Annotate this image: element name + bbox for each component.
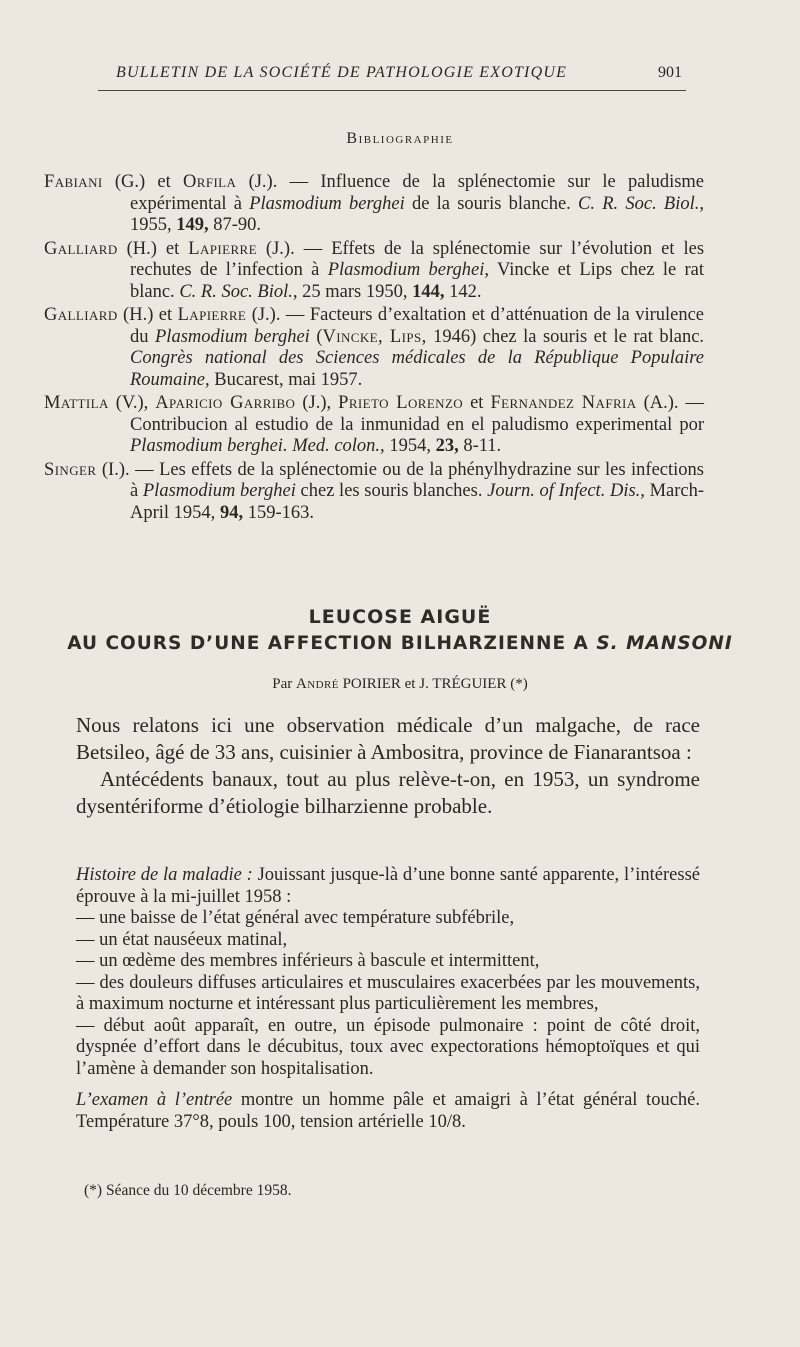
entry-title-end: chez les souris blanches. <box>300 481 483 501</box>
journal-name: C. R. Soc. Biol., <box>578 193 704 214</box>
author-surname: Lapierre <box>177 305 247 325</box>
exam-label: L’examen à l’entrée <box>76 1090 233 1110</box>
author-initials: (H.) <box>126 238 157 259</box>
journal-name: Med. colon., <box>292 436 385 456</box>
species-name: Plasmodium berghei, <box>327 260 490 280</box>
running-head <box>98 58 686 91</box>
entry-title: Facteurs d’exaltation et d’atténuation de la virulence du <box>130 305 705 347</box>
symptom-item: — une baisse de l’état général avec température subfébrile, <box>76 908 515 928</box>
bib-entry: Mattila (V.), Aparicio Garribo (J.), Prieto Lorenzo et Fernandez Nafria (A.). — Contribucion al estudio de la inmunidad en el paludismo experimental por Plasmodium berghei. Med. colon., 1954, 23, 8-11. <box>44 393 704 456</box>
author-surname: Fabiani <box>44 172 103 192</box>
author-initials: (J.). <box>251 305 281 325</box>
pages: 87-90. <box>213 215 262 235</box>
byline-authors: POIRIER et J. TRÉGUIER (*) <box>342 676 528 692</box>
paren-open: ( <box>316 326 323 347</box>
symptom-item: — un œdème des membres inférieurs à bascule et intermittent, <box>76 951 540 971</box>
article-title-line2 <box>0 633 800 654</box>
volume: 23, <box>435 436 459 456</box>
symptom-item: — des douleurs diffuses articulaires et musculaires exacerbées par les mouvements, à maximum nocturne et intéressant plus particulièrement les membres, <box>76 972 700 1014</box>
intro-paragraph: Nous relatons ici une observation médicale d’un malgache, de race Betsileo, âgé de 33 ans, cuisinier à Ambositra, province de Fianarantsoa : <box>76 713 700 764</box>
entry-title: Contribucion al estudio de la inmunidad en el paludismo experimental por <box>130 414 704 435</box>
year: 1954, <box>389 436 431 456</box>
entry-title-end: de la souris blanche. <box>411 193 571 214</box>
volume: 144, <box>412 281 445 302</box>
history-label: Histoire de la maladie : <box>76 865 253 885</box>
entry-title: Influence de la splénectomie sur le paludisme expérimental à <box>130 172 705 214</box>
author-surname: Aparicio Garribo <box>155 393 296 413</box>
journal-name: Journ. of Infect. Dis., <box>487 481 645 501</box>
bib-entry: Singer (I.). — Les effets de la splénectomie ou de la phénylhydrazine sur les infections à Plasmodium berghei chez les souris blanches. Journ. of Infect. Dis., March-April 1954, 94, 159-163. <box>44 459 705 523</box>
author-initials: (H.) <box>123 305 154 325</box>
article-body <box>76 865 700 1133</box>
byline-first: André <box>296 676 339 692</box>
author-initials: (J.). <box>248 172 278 192</box>
author-surname: Fernandez Nafria <box>490 393 637 413</box>
author-surname: Orfila <box>182 172 237 192</box>
journal-title: BULLETIN DE LA SOCIÉTÉ DE PATHOLOGIE EXOTIQUE <box>116 64 568 81</box>
entry-title: Effets de la splénectomie sur l’évolution et les rechutes de l’infection à <box>130 238 705 280</box>
exam-paragraph <box>76 1090 700 1133</box>
history-paragraph <box>76 865 700 908</box>
article-intro <box>76 712 700 820</box>
author-initials: (J.). <box>265 238 295 259</box>
volume: 94, <box>219 502 244 523</box>
author-initials: et <box>470 393 484 413</box>
history-text: Jouissant jusque-là d’une bonne santé apparente, l’intéressé éprouve à la mi-juillet 1958 : <box>76 865 700 907</box>
author-initials: (G.) <box>114 172 146 192</box>
entry-title: Les effets de la splénectomie ou de la phénylhydrazine sur les infections à <box>130 459 704 501</box>
pages: 142. <box>449 281 482 302</box>
author-surname: Prieto Lorenzo <box>338 393 464 413</box>
bib-entry: Galliard (H.) et Lapierre (J.). — Facteurs d’exaltation et d’atténuation de la virulence du Plasmodium berghei (Vincke, Lips, 1946) chez la souris et le rat blanc. Congrès national des Sciences médicales de la République Populaire Roumaine, Bucarest, mai 1957. <box>44 305 705 390</box>
title-prefix: AU COURS D’UNE AFFECTION BILHARZIENNE A <box>67 633 589 654</box>
bib-entry: Fabiani (G.) et Orfila (J.). — Influence de la splénectomie sur le paludisme expérimental à Plasmodium berghei de la souris blanche. C. R. Soc. Biol., 1955, 149, 87-90. <box>44 172 705 235</box>
bibliography-heading: Bibliographie <box>346 130 454 147</box>
byline <box>0 676 800 693</box>
year: 1955, <box>130 215 172 235</box>
intro-paragraph: Antécédents banaux, tout au plus relève-t-on, en 1953, un syndrome dysentériforme d’étiologie bilharzienne probable. <box>76 767 700 818</box>
page-number: 901 <box>658 64 682 81</box>
exam-text: montre un homme pâle et amaigri à l’état général touché. Température 37°8, pouls 100, tension artérielle 10/8. <box>76 1090 700 1132</box>
pages: 8-11. <box>463 436 502 456</box>
species-name: Plasmodium berghei <box>155 326 310 347</box>
author-surname: Galliard <box>44 305 118 325</box>
date: 25 mars 1950, <box>302 281 408 302</box>
symptom-item: — début août apparaît, en outre, un épisode pulmonaire : point de côté droit, dyspnée d’effort dans le décubitus, toux avec expectorations hémoptoïques et qui l’amène à demander son hospitalisation. <box>76 1015 700 1079</box>
pages: 159-163. <box>247 502 314 523</box>
species-name: Plasmodium berghei. <box>130 436 288 456</box>
article-title-line1: LEUCOSE AIGUË <box>308 606 492 628</box>
species-name: Plasmodium berghei <box>142 481 296 501</box>
congress-name: Congrès national des Sciences médicales de la République Populaire Roumaine, <box>130 348 704 390</box>
author-initials: (I.). <box>101 459 130 480</box>
byline-par: Par <box>272 676 293 692</box>
entry-title-end: Vincke et Lips chez le rat blanc. <box>130 260 705 302</box>
symptom-item: — un état nauséeux matinal, <box>76 929 288 950</box>
title-species: S. MANSONI <box>596 633 733 654</box>
footnote: (*) Séance du 10 décembre 1958. <box>84 1182 292 1199</box>
author-initials: (A.). <box>643 393 679 413</box>
author-surname: Singer <box>44 459 97 480</box>
entry-title-end: 1946) chez la souris et le rat blanc. <box>433 326 705 347</box>
species-name: Plasmodium berghei <box>249 193 405 214</box>
author-surname: Galliard <box>44 238 118 259</box>
author-surname: Lapierre <box>188 238 257 259</box>
volume: 149, <box>176 215 209 235</box>
bib-entry: Galliard (H.) et Lapierre (J.). — Effets de la splénectomie sur l’évolution et les rechutes de l’infection à Plasmodium berghei, Vincke et Lips chez le rat blanc. C. R. Soc. Biol., 25 mars 1950, 144, 142. <box>44 238 705 302</box>
author-initials: (V.), <box>115 393 149 413</box>
date: March-April 1954, <box>130 481 705 523</box>
author-initials: (J.), <box>302 393 332 413</box>
place-date: Bucarest, mai 1957. <box>214 369 363 390</box>
cited-authors: Vincke, Lips, <box>322 326 427 347</box>
bibliography-list <box>44 172 704 526</box>
journal-name: C. R. Soc. Biol., <box>179 281 298 302</box>
author-surname: Mattila <box>44 393 109 413</box>
